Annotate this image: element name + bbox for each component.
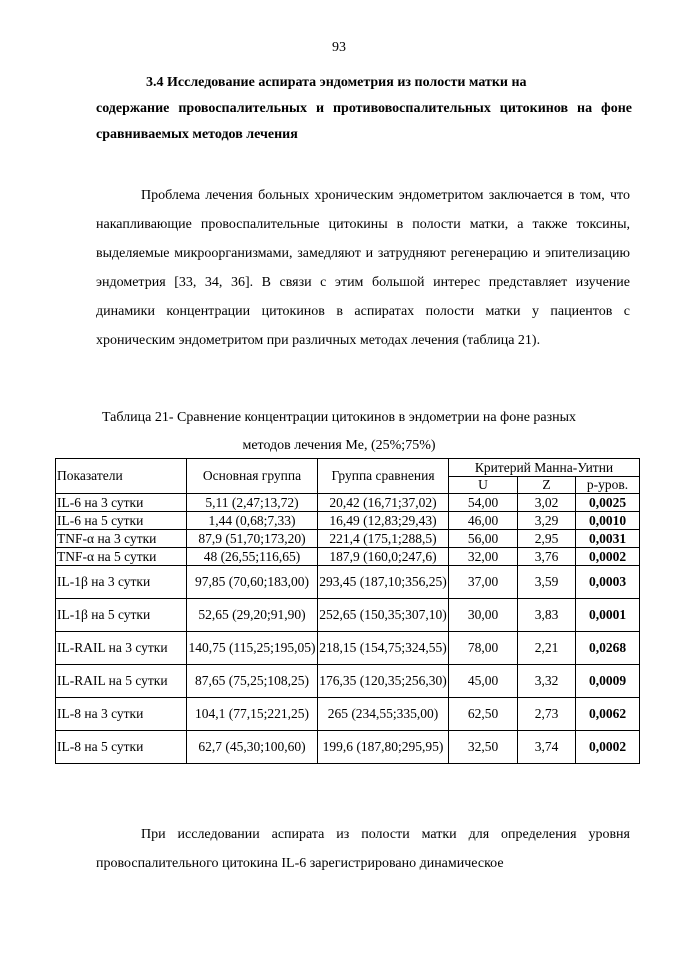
cell-comparison: 199,6 (187,80;295,95) (318, 731, 449, 764)
cell-main: 87,65 (75,25;108,25) (187, 665, 318, 698)
header-z: Z (518, 477, 576, 494)
cell-u: 62,50 (449, 698, 518, 731)
cell-main: 48 (26,55;116,65) (187, 548, 318, 566)
cell-comparison: 252,65 (150,35;307,10) (318, 599, 449, 632)
cell-u: 45,00 (449, 665, 518, 698)
cytokine-table (55, 458, 640, 764)
cell-p: 0,0002 (576, 731, 640, 764)
cell-z: 3,76 (518, 548, 576, 566)
table-row (56, 599, 640, 632)
cell-indicator: TNF-α на 3 сутки (56, 530, 187, 548)
cell-main: 140,75 (115,25;195,05) (187, 632, 318, 665)
cell-main: 62,7 (45,30;100,60) (187, 731, 318, 764)
cell-indicator: IL-RAIL на 5 сутки (56, 665, 187, 698)
header-comparison-group: Группа сравнения (318, 459, 449, 494)
cell-main: 87,9 (51,70;173,20) (187, 530, 318, 548)
body-paragraph-2: При исследовании аспирата из полости матки для определения уровня провоспалительного цитокина IL-6 зарегистрировано динамическое (96, 827, 630, 871)
cell-indicator: IL-6 на 5 сутки (56, 512, 187, 530)
cell-p: 0,0062 (576, 698, 640, 731)
cell-comparison: 218,15 (154,75;324,55) (318, 632, 449, 665)
table-row (56, 731, 640, 764)
header-u: U (449, 477, 518, 494)
table-row (56, 548, 640, 566)
cell-indicator: IL-8 на 5 сутки (56, 731, 187, 764)
cell-u: 46,00 (449, 512, 518, 530)
cell-p: 0,0009 (576, 665, 640, 698)
header-criterion: Критерий Манна-Уитни (449, 459, 640, 477)
table-row (56, 698, 640, 731)
cell-p: 0,0002 (576, 548, 640, 566)
cell-comparison: 221,4 (175,1;288,5) (318, 530, 449, 548)
cell-main: 97,85 (70,60;183,00) (187, 566, 318, 599)
cell-u: 32,50 (449, 731, 518, 764)
cell-comparison: 187,9 (160,0;247,6) (318, 548, 449, 566)
table-row (56, 512, 640, 530)
header-main-group: Основная группа (187, 459, 318, 494)
cell-z: 3,32 (518, 665, 576, 698)
cell-indicator: IL-RAIL на 3 сутки (56, 632, 187, 665)
cell-p: 0,0010 (576, 512, 640, 530)
cell-z: 3,02 (518, 494, 576, 512)
cell-p: 0,0268 (576, 632, 640, 665)
cell-main: 52,65 (29,20;91,90) (187, 599, 318, 632)
cell-z: 3,74 (518, 731, 576, 764)
cell-main: 104,1 (77,15;221,25) (187, 698, 318, 731)
cell-z: 3,59 (518, 566, 576, 599)
cell-p: 0,0031 (576, 530, 640, 548)
table-row (56, 566, 640, 599)
cell-z: 2,95 (518, 530, 576, 548)
cell-u: 78,00 (449, 632, 518, 665)
cell-p: 0,0001 (576, 599, 640, 632)
cell-z: 2,21 (518, 632, 576, 665)
cell-indicator: IL-6 на 3 сутки (56, 494, 187, 512)
section-heading (96, 70, 632, 148)
table-row (56, 530, 640, 548)
cell-comparison: 265 (234,55;335,00) (318, 698, 449, 731)
table-row (56, 632, 640, 665)
header-p: р-уров. (576, 477, 640, 494)
cell-main: 1,44 (0,68;7,33) (187, 512, 318, 530)
cell-indicator: TNF-α на 5 сутки (56, 548, 187, 566)
cell-u: 32,00 (449, 548, 518, 566)
cell-indicator: IL-8 на 3 сутки (56, 698, 187, 731)
table-row (56, 665, 640, 698)
header-indicators: Показатели (56, 459, 187, 494)
cell-z: 2,73 (518, 698, 576, 731)
cell-z: 3,83 (518, 599, 576, 632)
cell-u: 56,00 (449, 530, 518, 548)
section-heading-rest: содержание провоспалительных и противовоспалительных цитокинов на фоне сравниваемых методов лечения (96, 101, 632, 142)
cell-indicator: IL-1β на 3 сутки (56, 566, 187, 599)
table-row (56, 494, 640, 512)
cell-comparison: 176,35 (120,35;256,30) (318, 665, 449, 698)
cell-comparison: 293,45 (187,10;356,25) (318, 566, 449, 599)
body-paragraph-1: Проблема лечения больных хроническим эндометритом заключается в том, что накапливающие провоспалительные цитокины в полости матки, а также токсины, выделяемые микроорганизмами, замедляют и затрудняют регенерацию и эпителизацию эндометрия [33, 34, 36]. В связи с этим большой интерес представляет изучение динамики концентрации цитокинов в аспиратах полости матки у пациентов с хроническим эндометритом при различных методах лечения (таблица 21). (96, 188, 630, 348)
section-heading-line1: 3.4 Исследование аспирата эндометрия из полости матки на (146, 75, 527, 90)
cell-p: 0,0025 (576, 494, 640, 512)
cell-comparison: 16,49 (12,83;29,43) (318, 512, 449, 530)
table-caption: Таблица 21- Сравнение концентрации цитокинов в эндометрии на фоне разных методов лечения Me, (25%;75%) (101, 410, 577, 453)
cell-u: 54,00 (449, 494, 518, 512)
cell-main: 5,11 (2,47;13,72) (187, 494, 318, 512)
cell-p: 0,0003 (576, 566, 640, 599)
page-number: 93 (332, 40, 346, 55)
cell-u: 30,00 (449, 599, 518, 632)
cell-indicator: IL-1β на 5 сутки (56, 599, 187, 632)
cell-u: 37,00 (449, 566, 518, 599)
cell-comparison: 20,42 (16,71;37,02) (318, 494, 449, 512)
cell-z: 3,29 (518, 512, 576, 530)
